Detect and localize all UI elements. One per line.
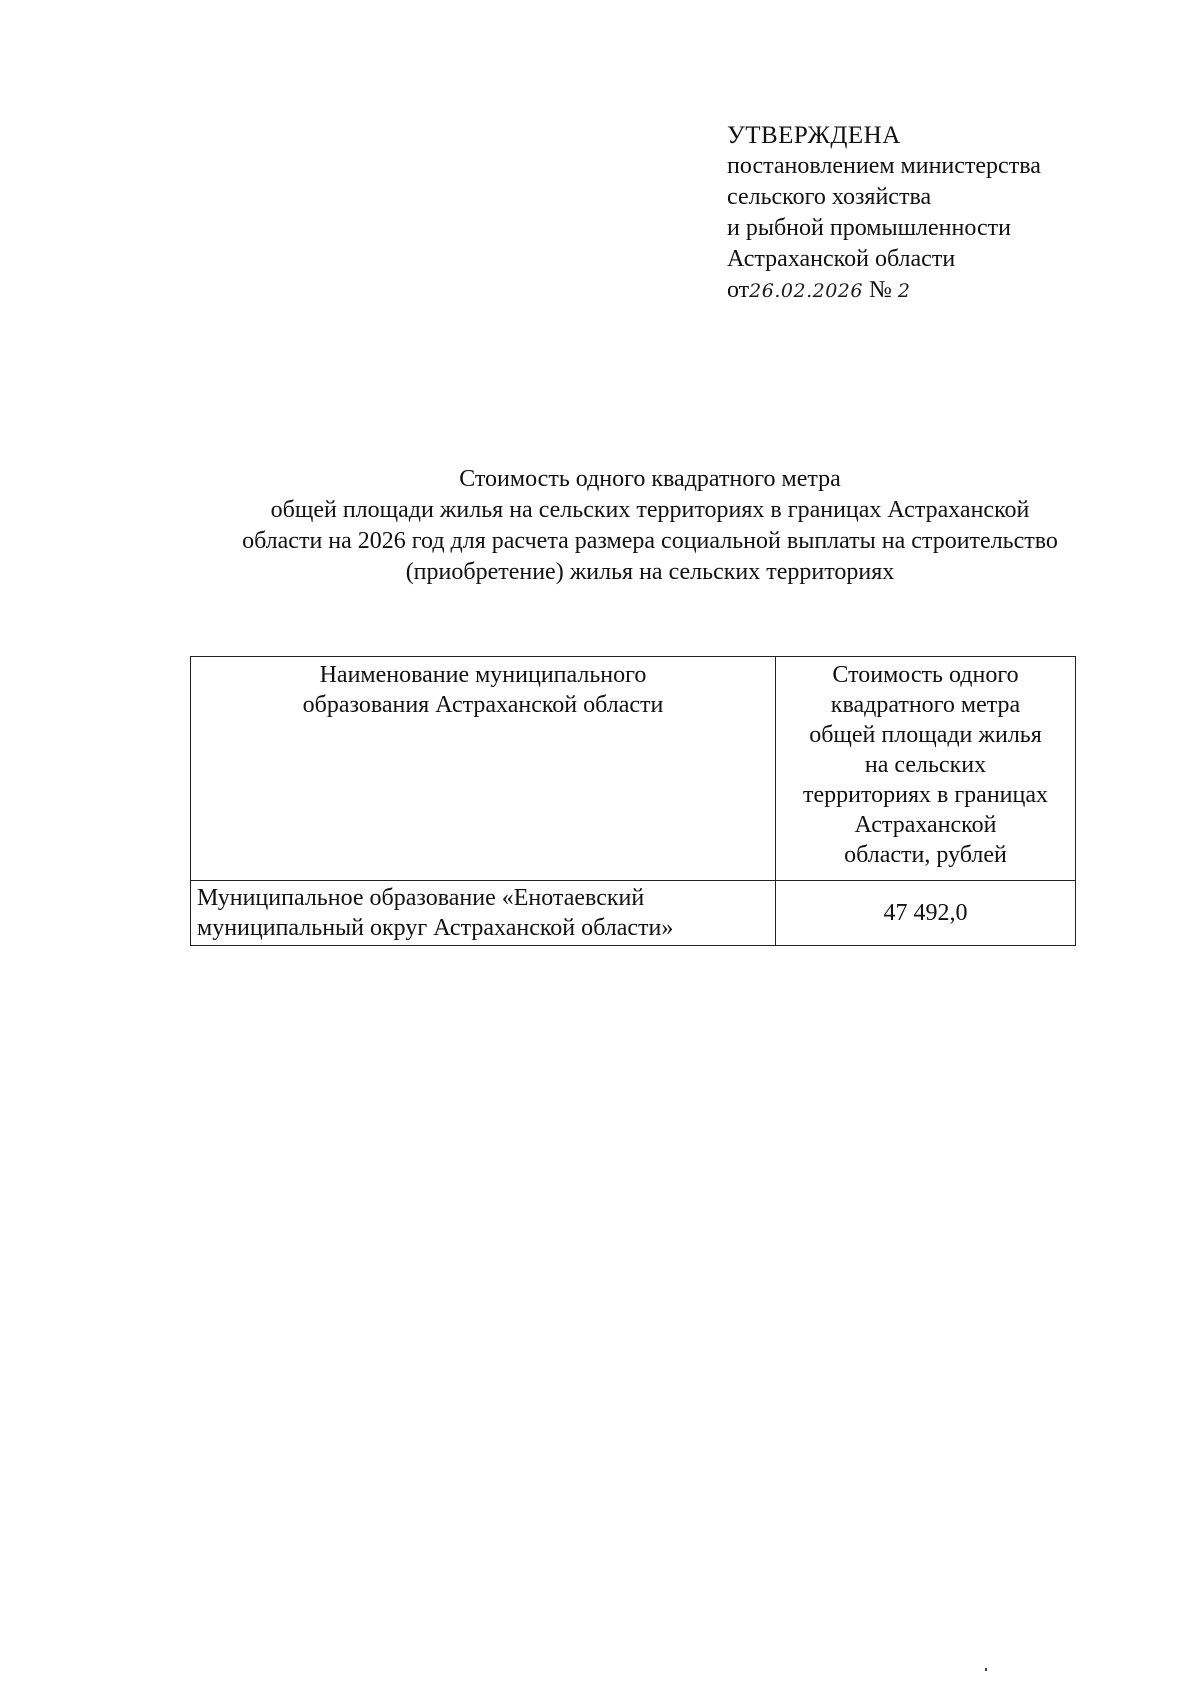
scan-speck [985,1668,987,1671]
title-line: (приобретение) жилья на сельских территориях [405,559,895,585]
header-text-line: на сельских [864,752,987,778]
handwritten-date: 26.02.2026 [749,280,863,302]
approval-line: и рыбной промышленности [727,215,1011,241]
header-municipality [191,657,776,881]
approval-line: постановлением министерства [727,153,1041,179]
document-title [150,464,1150,588]
header-text-line: квадратного метра [830,692,1021,718]
header-text-line: Стоимость одного [832,662,1019,688]
table-header-row [191,657,1076,881]
approval-line: Астраханской области [727,246,956,272]
approval-stamp [727,120,1147,307]
approval-line: сельского хозяйства [727,184,932,210]
header-cost [776,657,1076,881]
header-text-line: области, рублей [844,842,1007,868]
header-text-line: образования Астраханской области [302,692,664,718]
municipality-cell [191,881,776,946]
title-line: Стоимость одного квадратного метра [459,466,841,492]
header-text-line: Наименование муниципального [319,662,647,688]
number-prefix: № [868,277,892,303]
handwritten-number: 2 [897,280,911,302]
table-row [191,881,1076,946]
municipality-name-line: Муниципальное образование «Енотаевский [197,885,645,911]
cost-value: 47 492,0 [776,881,1076,946]
header-text-line: общей площади жилья [809,722,1042,748]
date-prefix: от [727,277,750,303]
title-line: области на 2026 год для расчета размера социальной выплаты на строительство [242,528,1058,554]
header-text-line: Астраханской [854,812,997,838]
municipality-name-line: муниципальный округ Астраханской области» [197,915,674,941]
cost-table [190,656,1076,946]
approval-heading: УТВЕРЖДЕНА [727,122,901,149]
title-line: общей площади жилья на сельских территориях в границах Астраханской [270,497,1030,523]
approval-date-line [727,275,1147,307]
header-text-line: территориях в границах [802,782,1049,808]
